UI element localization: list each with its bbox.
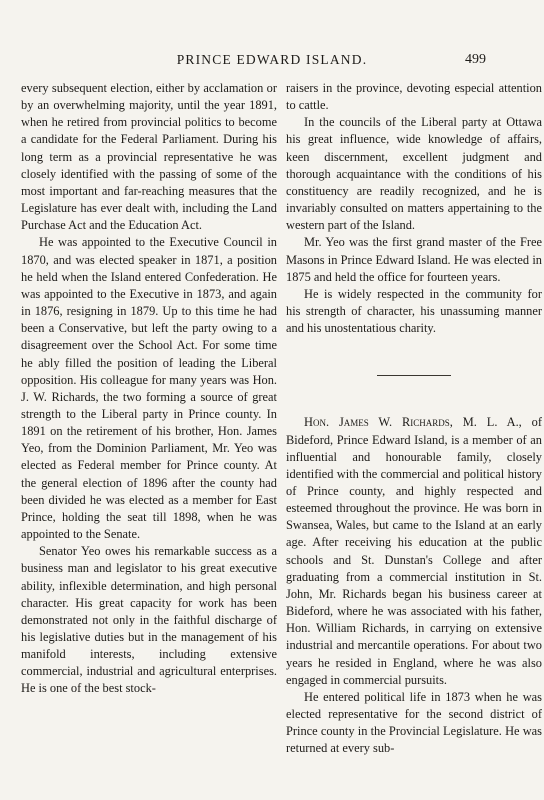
left-column: [21, 80, 277, 698]
paragraph: raisers in the province, devoting especial attention to cattle.: [286, 81, 542, 113]
subject-name: Hon. James W. Richards,: [304, 415, 453, 430]
section-divider: [377, 375, 451, 376]
paragraph: He is widely respected in the community for his strength of character, his unassuming manner and his unostentatious charity.: [286, 286, 542, 336]
paragraph: Mr. Yeo was the first grand master of the Free Masons in Prince Edward Island. He was elected in 1875 and held the office for fourteen years.: [286, 235, 542, 284]
page-header: [0, 52, 544, 72]
paragraph: Senator Yeo owes his remarkable success as a business man and legislator to his great executive ability, inflexible determination, and high personal character. His great capacity for work has been demonstrated not only in the faithful discharge of his legislative duties but in the management of his manifold interests, including extensive commercial, industrial and agricultural enterprises. He is one of the best stock-: [21, 544, 277, 696]
right-column: [286, 80, 542, 757]
paragraph: He was appointed to the Executive Council in 1870, and was elected speaker in 1871, a position he held when the Island entered Confederation. He was appointed to the Executive in 1873, and again in 1876, resigning in 1879. Up to this time he had been a Conservative, but left the party owing to a disagreement over the School Act. For some time he ably filled the position of leading the Liberal opposition. His colleague for many years was Hon. J. W. Richards, the two forming a source of great strength to the Liberal party in Prince county. In 1891 on the retirement of his brother, Hon. James Yeo, from the Dominion Parliament, Mr. Yeo was elected as Federal member for Prince county. At the general election of 1896 after the county had been divided he was elected as a member for East Prince, holding the seat till 1898, when he was appointed to the Senate.: [21, 235, 277, 542]
page-number: 499: [465, 52, 486, 67]
biography-opening: [286, 414, 542, 689]
paragraph-text: M. L. A., of Bideford, Prince Edward Island, is a member of an influential and honourable family, closely identified with the commercial and political history of Prince county, and highly respected and esteemed throughout the province. He was born in Swansea, Wales, but came to the Island at an early age. After receiving his education at the public schools and St. Dunstan's College and after graduating from a commercial institution in St. John, Mr. Richards began his business career at Bideford, where he was associated with his father, Hon. William Richards, in carrying on extensive industrial and mercantile operations. For about two years he resided in England, where he was also engaged in commercial pursuits.: [286, 415, 542, 687]
paragraph: He entered political life in 1873 when he was elected representative for the second district of Prince county in the Provincial Legislature. He was returned at every sub-: [286, 689, 542, 756]
paragraph: every subsequent election, either by acclamation or by an overwhelming majority, until the year 1891, when he retired from provincial politics to become a candidate for the Federal Parliament. During his long term as a provincial representative he was closely identified with the passing of some of the most important and far-reaching measures that the Legislature has ever dealt with, including the Land Purchase Act and the Education Act.: [21, 81, 277, 233]
paragraph: In the councils of the Liberal party at Ottawa his great influence, wide knowledge of affairs, keen discernment, excellent judgment and thorough acquaintance with the conditions of his constituency are readily recognized, and he is invariably consulted on matters appertaining to the western part of the Island.: [286, 115, 542, 233]
running-title: PRINCE EDWARD ISLAND.: [176, 52, 368, 67]
